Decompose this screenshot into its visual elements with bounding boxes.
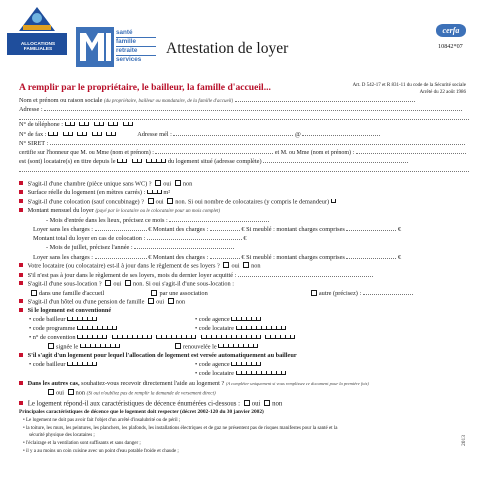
non-label: non: [251, 262, 261, 270]
sublet-options-row: [29, 290, 413, 297]
landlord-code-field-2[interactable]: [67, 362, 97, 366]
total-rent-label: Montant total du loyer en cas de colocation :: [33, 235, 146, 242]
red-bullet: [19, 353, 23, 357]
sublet-oui-checkbox[interactable]: [105, 280, 111, 286]
non-label: non: [272, 400, 283, 408]
coloc-count-label: non. Si oui nombre de colocataires (y compris le demandeur): [175, 198, 330, 206]
last-rent-field[interactable]: [238, 272, 373, 277]
convention-field-4[interactable]: [201, 335, 261, 339]
dwelling-row-2: [19, 167, 469, 174]
renewed-label: renouvelée le: [182, 343, 217, 351]
landlord-code-label: • code bailleur: [29, 361, 66, 368]
non-label: non: [182, 180, 193, 188]
charges-flat-field[interactable]: [346, 226, 396, 231]
msa-item: santé: [116, 29, 156, 38]
family-label: dans une famille d'accueil: [39, 290, 105, 297]
certify-label: certifie sur l'honneur que M. ou Mme (nom et prénom) :: [19, 150, 154, 156]
hotel-non-checkbox[interactable]: [168, 298, 174, 304]
cerfa-logo-text: cerfa: [442, 26, 460, 35]
room-row: [19, 181, 192, 188]
tenant-date-year[interactable]: [146, 159, 166, 163]
coloc-non-checkbox[interactable]: [167, 198, 173, 204]
euro-sign: €: [397, 226, 402, 233]
renewed-checkbox[interactable]: [175, 343, 181, 349]
rental-code-row-2: [195, 371, 286, 377]
signed-checkbox[interactable]: [48, 343, 54, 349]
oui-label: oui: [155, 198, 164, 206]
arrete-reference: Arrêté du 22 août 1986: [419, 90, 466, 95]
msa-services: [116, 29, 156, 65]
room-oui-checkbox[interactable]: [155, 180, 161, 186]
fax-row: [19, 131, 380, 138]
convention-field-2[interactable]: [112, 335, 152, 339]
assoc-label: par une association: [159, 290, 208, 297]
principle-2b: sécurité physique des locataires ;: [29, 433, 95, 438]
convention-label: • n° de convention: [29, 334, 76, 341]
charges-field-2[interactable]: [210, 254, 240, 259]
address-label: Adresse :: [19, 106, 43, 113]
convention-field-3[interactable]: [156, 335, 196, 339]
july-label: - Mois de juillet, précisez l'année :: [46, 244, 133, 251]
email-at: @: [295, 131, 301, 138]
sublet-non-checkbox[interactable]: [125, 280, 131, 286]
m2-unit: m²: [163, 189, 171, 196]
decency-oui-checkbox[interactable]: [244, 400, 250, 406]
phone-field-part[interactable]: [94, 122, 104, 126]
program-code-row: [29, 326, 117, 332]
program-code-label: • code programme: [29, 325, 76, 332]
address-field-2[interactable]: [19, 115, 469, 120]
fax-field-part[interactable]: [92, 132, 102, 136]
certify-row: [19, 149, 466, 156]
tenant2-field[interactable]: [356, 149, 466, 154]
family-checkbox[interactable]: [31, 290, 37, 296]
agency-code-row-2: [195, 362, 261, 368]
hotel-oui-checkbox[interactable]: [148, 298, 154, 304]
non-label: non: [75, 389, 86, 397]
tenant-since-row: [19, 158, 408, 165]
msa-item: services: [116, 56, 142, 63]
principle-3: • l'éclairage et la ventilation sont suffisants et sans danger ;: [23, 441, 141, 446]
coloc-question: S'agit-il d'une colocation (sauf concubinage) ?: [27, 198, 145, 206]
principles-heading: Principales caractéristiques de décence que le logement doit respecter (décret 2002-120 du 30 janvier 2002): [19, 409, 264, 415]
deduct-row: [46, 217, 269, 224]
surface-question: Surface réelle du logement (en mètres carrés) :: [27, 189, 146, 196]
tenant-date-month[interactable]: [132, 159, 142, 163]
section-header: A remplir par le propriétaire, le bailleur, la famille d'accueil...: [19, 82, 271, 93]
july-row: [46, 244, 234, 251]
decency-row: [19, 401, 282, 408]
fax-field-part[interactable]: [106, 132, 116, 136]
sublet-row: [19, 281, 234, 288]
dwelling-label: du logement situé (adresse complète): [167, 158, 262, 165]
rent-excl-label: Loyer sans les charges :: [33, 254, 94, 261]
rental-code-label: • code locataire: [195, 325, 234, 332]
siret-field[interactable]: [50, 140, 465, 145]
sublet-detail: non. Si oui s'agit-il d'une sous-location :: [132, 280, 235, 288]
signed-row: [46, 344, 258, 351]
rental-code-row: [195, 326, 286, 332]
msa-item: famille: [116, 38, 156, 47]
rent-hint: (payé par le locataire ou le colocataire pour un mois complet): [95, 209, 221, 214]
euro-sign: €: [243, 235, 247, 242]
signed-date[interactable]: [80, 344, 120, 348]
page-title: Attestation de loyer: [166, 40, 289, 57]
red-bullet: [19, 273, 23, 277]
non-label: non: [175, 298, 186, 306]
oui-label: oui: [163, 180, 172, 188]
coloc-oui-checkbox[interactable]: [148, 198, 154, 204]
sublet-question: S'agit-il d'une sous-location ?: [27, 280, 102, 288]
coloc-count-field[interactable]: [331, 199, 336, 203]
surface-field[interactable]: [147, 190, 162, 194]
principle-1: • Le logement ne doit pas avoir fait l'objet d'un arrêté d'insalubrité ou de péril ;: [23, 418, 181, 423]
legal-reference: Art. D 542-17 et R 831-11 du code de la Sécurité sociale: [352, 83, 466, 88]
address-row: [19, 106, 462, 113]
rental-code-label: • code locataire: [195, 370, 234, 377]
agency-code-field-2[interactable]: [231, 362, 261, 366]
charges-label: € Montant des charges :: [148, 254, 209, 261]
fax-field-part[interactable]: [63, 132, 73, 136]
euro-sign: €: [397, 254, 402, 261]
program-code-field[interactable]: [77, 326, 117, 330]
red-bullet: [19, 308, 23, 312]
phone-field-part[interactable]: [79, 122, 89, 126]
oui-label: oui: [113, 280, 122, 288]
rent-question: Montant mensuel du loyer: [27, 207, 94, 214]
agency-code-label: • code agence: [195, 316, 230, 323]
fax-label: N° de fax :: [19, 131, 47, 138]
direct-non-checkbox[interactable]: [68, 389, 74, 395]
red-bullet: [19, 299, 23, 303]
red-bullet: [19, 199, 23, 203]
renewed-date[interactable]: [218, 344, 258, 348]
agency-code-field[interactable]: [231, 317, 261, 321]
oui-label: oui: [56, 389, 65, 397]
phone-row: [19, 122, 133, 128]
total-rent-field[interactable]: [147, 235, 242, 240]
msa-logo-graphic: [76, 27, 114, 67]
dwelling-field[interactable]: [263, 158, 408, 163]
tenant-paid-question: Votre locataire (ou colocataire) est-il à jour dans le règlement de ses loyers ?: [27, 262, 220, 270]
dwelling-field-2[interactable]: [19, 167, 469, 172]
direct-oui-checkbox[interactable]: [48, 389, 54, 395]
direct-row: [19, 381, 369, 387]
name-field[interactable]: [235, 97, 415, 102]
rent-excl-field[interactable]: [95, 226, 147, 231]
tenant-paid-non-checkbox[interactable]: [243, 262, 249, 268]
landlord-code-label: • code bailleur: [29, 316, 66, 323]
direct-hint: (A compléter uniquement si vous remplissez ce document pour la première fois): [225, 381, 369, 386]
principle-2: • la toiture, les murs, les peintures, les planchers, les plafonds, les installations électriques et de gaz ne présentent pas de risques manifestes pour la santé et la: [23, 426, 338, 431]
room-question: S'agit-il d'une chambre (pièce unique sans WC) ?: [27, 180, 152, 188]
and-label: et M. ou Mme (nom et prénom) :: [274, 150, 355, 156]
entry-month-field[interactable]: [169, 217, 269, 222]
charges-label: € Montant des charges :: [148, 226, 209, 233]
convention-row: [29, 335, 295, 341]
assoc-checkbox[interactable]: [151, 290, 157, 296]
room-non-checkbox[interactable]: [175, 180, 181, 186]
phone-field-part[interactable]: [123, 122, 133, 126]
convention-field-1[interactable]: [77, 335, 107, 339]
coloc-row: [19, 199, 336, 206]
charges-flat-label: € Si meublé : montant charges comprises: [241, 226, 345, 233]
hotel-row: [19, 299, 185, 306]
red-bullet: [19, 281, 23, 285]
landlord-code-row-2: [29, 362, 97, 368]
direct-label: Dans les autres cas,: [27, 380, 80, 387]
tenant1-field[interactable]: [155, 149, 273, 154]
direct-hint-2: (Si oui n'oubliez pas de remplir la demande de versement direct): [86, 391, 216, 397]
auto-paid-row: [19, 353, 297, 359]
year-stamp: 2013: [461, 435, 467, 446]
oui-label: oui: [156, 298, 165, 306]
convention-field-5[interactable]: [265, 335, 295, 339]
email-domain-field[interactable]: [302, 131, 380, 136]
charges-field[interactable]: [210, 226, 240, 231]
tenant-since-label: est (sont) locataire(s) en titre depuis le: [19, 158, 116, 165]
msa-item: retraite: [116, 47, 156, 56]
red-bullet: [19, 190, 23, 194]
tenant-paid-oui-checkbox[interactable]: [223, 262, 229, 268]
last-rent-row: [19, 272, 373, 279]
july-year-field[interactable]: [134, 244, 234, 249]
other-field[interactable]: [363, 290, 413, 295]
charges-flat-label: € Si meublé : montant charges comprises: [241, 254, 345, 261]
last-rent-question: S'il n'est pas à jour dans le règlement de ses loyers, mois du dernier loyer acquitté :: [27, 272, 237, 279]
rental-code-field-2[interactable]: [236, 371, 286, 375]
rent-excl-field-2[interactable]: [95, 254, 147, 259]
other-checkbox[interactable]: [311, 290, 317, 296]
total-rent-row: [33, 235, 247, 242]
msa-logo: [76, 27, 114, 67]
name-hint: (du propriétaire, bailleur ou mandataire, de la famille d'accueil): [104, 99, 234, 104]
agreed-row: [19, 308, 111, 314]
oui-label: oui: [251, 400, 261, 408]
red-bullet: [19, 263, 23, 267]
red-bullet: [19, 208, 23, 212]
rent-row: [19, 208, 220, 214]
rent-amounts-row-2: [33, 254, 401, 261]
principle-4: • il y a au moins un coin cuisine avec un point d'eau potable froide et chaude ;: [23, 449, 179, 454]
tenant-date-day[interactable]: [117, 159, 127, 163]
deduct-label: - Mois d'entrée dans les lieux, précisez ce mois :: [46, 217, 168, 224]
phone-field-part[interactable]: [108, 122, 118, 126]
landlord-code-field[interactable]: [67, 317, 97, 321]
auto-paid-heading: S'il s'agit d'un logement pour lequel l'allocation de logement est versée automatiquement au bailleur: [27, 352, 297, 359]
fax-field-part[interactable]: [77, 132, 87, 136]
rental-code-field[interactable]: [236, 326, 286, 330]
name-row: [19, 97, 415, 104]
agency-code-row: [195, 317, 261, 323]
email-field[interactable]: [173, 131, 293, 136]
surface-row: [19, 190, 170, 196]
decency-non-checkbox[interactable]: [264, 400, 270, 406]
red-bullet: [19, 181, 23, 185]
address-field[interactable]: [44, 106, 462, 111]
agreed-heading: Si le logement est conventionné: [27, 307, 112, 314]
tenant-paid-row: [19, 263, 261, 270]
charges-flat-field-2[interactable]: [346, 254, 396, 259]
caf-logo: [3, 3, 71, 55]
oui-label: oui: [231, 262, 240, 270]
siret-row: [19, 140, 465, 147]
email-label: Adresse mél :: [137, 131, 172, 138]
rent-amounts-row: [33, 226, 401, 233]
cerfa-logo: [436, 24, 466, 37]
hotel-question: S'agit-il d'un hôtel ou d'une pension de famille: [27, 298, 145, 306]
red-bullet: [19, 381, 23, 385]
red-bullet: [19, 401, 23, 405]
direct-choice-row: [46, 390, 216, 397]
siret-label: N° SIRET :: [19, 140, 49, 147]
direct-question: souhaitez-vous recevoir directement l'aide au logement ?: [81, 380, 225, 387]
landlord-code-row: [29, 317, 97, 323]
rent-excl-label: Loyer sans les charges :: [33, 226, 94, 233]
form-number: 10842*07: [438, 43, 463, 50]
other-label: autre (précisez) :: [318, 290, 362, 297]
signed-label: signée le: [56, 343, 79, 351]
caf-logo-text: ALLOCATIONS FAMILIALES: [20, 42, 56, 52]
phone-label: N° de téléphone :: [19, 121, 63, 128]
name-label: Nom et prénom ou raison sociale: [19, 97, 103, 104]
decency-question: Le logement répond-il aux caractéristiques de décence énumérées ci-dessous :: [27, 400, 241, 408]
fax-field[interactable]: [48, 132, 58, 136]
phone-field[interactable]: [65, 122, 75, 126]
agency-code-label: • code agence: [195, 361, 230, 368]
